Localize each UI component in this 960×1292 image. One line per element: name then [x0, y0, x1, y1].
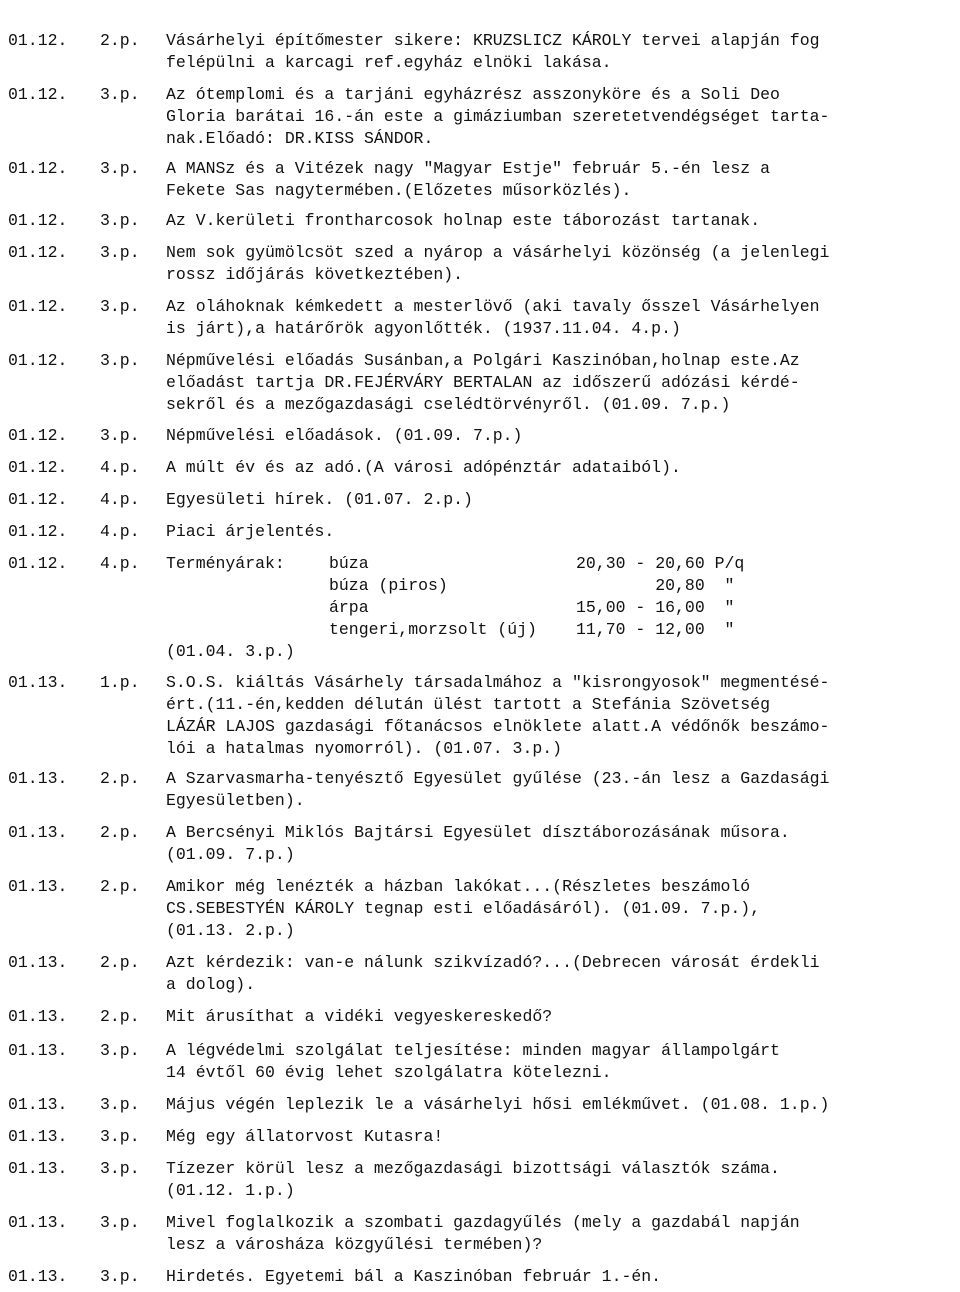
entry-line: Hirdetés. Egyetemi bál a Kaszinóban február 1.-én. [166, 1267, 662, 1286]
entry-line: Még egy állatorvost Kutasra! [166, 1127, 444, 1146]
entry-page: 3.p. [100, 159, 140, 178]
entry-date: 01.13. [8, 1095, 68, 1114]
entry-page: 3.p. [100, 1213, 140, 1232]
price-row [166, 619, 946, 641]
entry-line: rossz időjárás következtében). [166, 265, 464, 284]
entry-date: 01.13. [8, 769, 68, 788]
price-label: Terményárak: [166, 554, 285, 573]
entry-text [166, 296, 946, 340]
entry-line: Május végén leplezik le a vásárhelyi hősi emlékművet. (01.08. 1.p.) [166, 1095, 830, 1114]
entry-line: is járt),a határőrök agyonlőtték. (1937.11.04. 4.p.) [166, 319, 681, 338]
entry-line: A Bercsényi Miklós Bajtársi Egyesület dísztáborozásának műsora. [166, 823, 790, 842]
price-note: (01.04. 3.p.) [166, 642, 295, 661]
price-item: árpa [329, 598, 369, 617]
entry-page: 2.p. [100, 953, 140, 972]
entry-date: 01.13. [8, 823, 68, 842]
price-item: tengeri,morzsolt (új) [329, 620, 537, 639]
entry-text [166, 158, 946, 202]
entry-date: 01.12. [8, 297, 68, 316]
entry-text [166, 1040, 946, 1084]
entry-date: 01.13. [8, 953, 68, 972]
entry-date: 01.13. [8, 1127, 68, 1146]
entry-date: 01.13. [8, 1007, 68, 1026]
entry-page: 1.p. [100, 673, 140, 692]
entry-page: 3.p. [100, 1127, 140, 1146]
price-value: 11,70 - 12,00 " [576, 620, 735, 639]
price-value: 20,30 - 20,60 P/q [576, 554, 745, 573]
entry-page: 4.p. [100, 490, 140, 509]
entry-text [166, 425, 946, 447]
entry-line: A MANSz és a Vitézek nagy "Magyar Estje" február 5.-én lesz a [166, 159, 770, 178]
entry-text [166, 489, 946, 511]
entry-text [166, 1158, 946, 1202]
entry-page: 3.p. [100, 1159, 140, 1178]
entry-text [166, 672, 946, 760]
entry-line: A légvédelmi szolgálat teljesítése: minden magyar állampolgárt [166, 1041, 780, 1060]
entry-date: 01.12. [8, 351, 68, 370]
entry-date: 01.12. [8, 31, 68, 50]
entry-line: (01.09. 7.p.) [166, 845, 295, 864]
entry-page: 3.p. [100, 211, 140, 230]
entry-line: Az oláhoknak kémkedett a mesterlövő (aki tavaly ősszel Vásárhelyen [166, 297, 820, 316]
entry-date: 01.12. [8, 554, 68, 573]
entry-text [166, 521, 946, 543]
entry-date: 01.13. [8, 1159, 68, 1178]
price-value: 20,80 " [576, 576, 735, 595]
entry-line: a dolog). [166, 975, 256, 994]
entry-date: 01.12. [8, 85, 68, 104]
entry-line: sekről és a mezőgazdasági cselédtörvényről. (01.09. 7.p.) [166, 395, 731, 414]
price-row [166, 575, 946, 597]
entry-text [166, 822, 946, 866]
entry-line: A Szarvasmarha-tenyésztő Egyesület gyűlése (23.-án lesz a Gazdasági [166, 769, 830, 788]
entry-line: előadást tartja DR.FEJÉRVÁRY BERTALAN az időszerű adózási kérdé- [166, 373, 800, 392]
entry-date: 01.13. [8, 1213, 68, 1232]
entry-line: Amikor még lenézték a házban lakókat...(Részletes beszámoló [166, 877, 751, 896]
entry-date: 01.13. [8, 1041, 68, 1060]
entry-line: Mivel foglalkozik a szombati gazdagyűlés (mely a gazdabál napján [166, 1213, 800, 1232]
entry-page: 2.p. [100, 769, 140, 788]
entry-page: 3.p. [100, 1267, 140, 1286]
price-row [166, 597, 946, 619]
entry-page: 3.p. [100, 1095, 140, 1114]
price-row [166, 641, 946, 663]
price-table [166, 553, 946, 663]
entry-line: (01.12. 1.p.) [166, 1181, 295, 1200]
entry-text [166, 242, 946, 286]
entry-date: 01.12. [8, 426, 68, 445]
entry-date: 01.13. [8, 1267, 68, 1286]
entry-page: 4.p. [100, 458, 140, 477]
entry-text [166, 1006, 946, 1028]
entry-line: Azt kérdezik: van-e nálunk szikvízadó?...(Debrecen városát érdekli [166, 953, 820, 972]
entry-line: LÁZÁR LAJOS gazdasági főtanácsos elnöklete alatt.A védőnők beszámo- [166, 717, 830, 736]
entry-line: Piaci árjelentés. [166, 522, 335, 541]
entry-line: Tízezer körül lesz a mezőgazdasági bizottsági választók száma. [166, 1159, 780, 1178]
entry-date: 01.13. [8, 673, 68, 692]
entry-date: 01.12. [8, 458, 68, 477]
entry-line: Mit árusíthat a vidéki vegyeskereskedő? [166, 1007, 553, 1026]
entry-date: 01.12. [8, 490, 68, 509]
entry-text [166, 768, 946, 812]
entry-line: A múlt év és az adó.(A városi adópénztár adataiból). [166, 458, 681, 477]
entry-text [166, 350, 946, 416]
price-item: búza (piros) [329, 576, 448, 595]
price-item: búza [329, 554, 369, 573]
entry-line: Népművelési előadások. (01.09. 7.p.) [166, 426, 523, 445]
entry-text [166, 1266, 946, 1288]
entry-page: 2.p. [100, 877, 140, 896]
entry-page: 3.p. [100, 351, 140, 370]
entry-line: Vásárhelyi építőmester sikere: KRUZSLICZ KÁROLY tervei alapján fog [166, 31, 820, 50]
entry-text [166, 30, 946, 74]
entry-text [166, 1094, 946, 1116]
entry-date: 01.12. [8, 243, 68, 262]
entry-page: 3.p. [100, 85, 140, 104]
entry-line: Fekete Sas nagytermében.(Előzetes műsorközlés). [166, 181, 632, 200]
entry-page: 4.p. [100, 554, 140, 573]
entry-page: 2.p. [100, 823, 140, 842]
entry-date: 01.12. [8, 211, 68, 230]
entry-line: ért.(11.-én,kedden délután ülést tartott a Stefánia Szövetség [166, 695, 770, 714]
entry-text [166, 952, 946, 996]
entry-line: Népművelési előadás Susánban,a Polgári Kaszinóban,holnap este.Az [166, 351, 800, 370]
entry-text [166, 210, 946, 232]
entry-date: 01.12. [8, 522, 68, 541]
entry-line: Nem sok gyümölcsöt szed a nyárop a vásárhelyi közönség (a jelenlegi [166, 243, 830, 262]
entry-line: CS.SEBESTYÉN KÁROLY tegnap esti előadásáról). (01.09. 7.p.), [166, 899, 761, 918]
price-row [166, 553, 946, 575]
entry-line: S.O.S. kiáltás Vásárhely társadalmához a "kisrongyosok" megmentésé- [166, 673, 830, 692]
entry-line: lói a hatalmas nyomorról). (01.07. 3.p.) [166, 739, 563, 758]
entry-line: Gloria barátai 16.-án este a gimáziumban szeretetvendégséget tarta- [166, 107, 830, 126]
entry-line: Az ótemplomi és a tarjáni egyházrész asszonyköre és a Soli Deo [166, 85, 780, 104]
entry-text [166, 1126, 946, 1148]
entry-line: (01.13. 2.p.) [166, 921, 295, 940]
entry-page: 3.p. [100, 1041, 140, 1060]
entry-line: 14 évtől 60 évig lehet szolgálatra kötelezni. [166, 1063, 612, 1082]
price-value: 15,00 - 16,00 " [576, 598, 735, 617]
entry-page: 2.p. [100, 1007, 140, 1026]
entry-date: 01.13. [8, 877, 68, 896]
entry-page: 3.p. [100, 243, 140, 262]
entry-text [166, 1212, 946, 1256]
entry-page: 2.p. [100, 31, 140, 50]
entry-page: 3.p. [100, 426, 140, 445]
entry-line: Az V.kerületi frontharcosok holnap este táborozást tartanak. [166, 211, 761, 230]
entry-date: 01.12. [8, 159, 68, 178]
entry-line: Egyesületi hírek. (01.07. 2.p.) [166, 490, 473, 509]
entry-page: 3.p. [100, 297, 140, 316]
entry-line: Egyesületben). [166, 791, 305, 810]
entry-text [166, 457, 946, 479]
entry-line: lesz a városháza közgyűlési termében)? [166, 1235, 543, 1254]
entry-text [166, 84, 946, 150]
entry-line: nak.Előadó: DR.KISS SÁNDOR. [166, 129, 434, 148]
entry-page: 4.p. [100, 522, 140, 541]
entry-text [166, 876, 946, 942]
entry-line: felépülni a karcagi ref.egyház elnöki lakása. [166, 53, 612, 72]
